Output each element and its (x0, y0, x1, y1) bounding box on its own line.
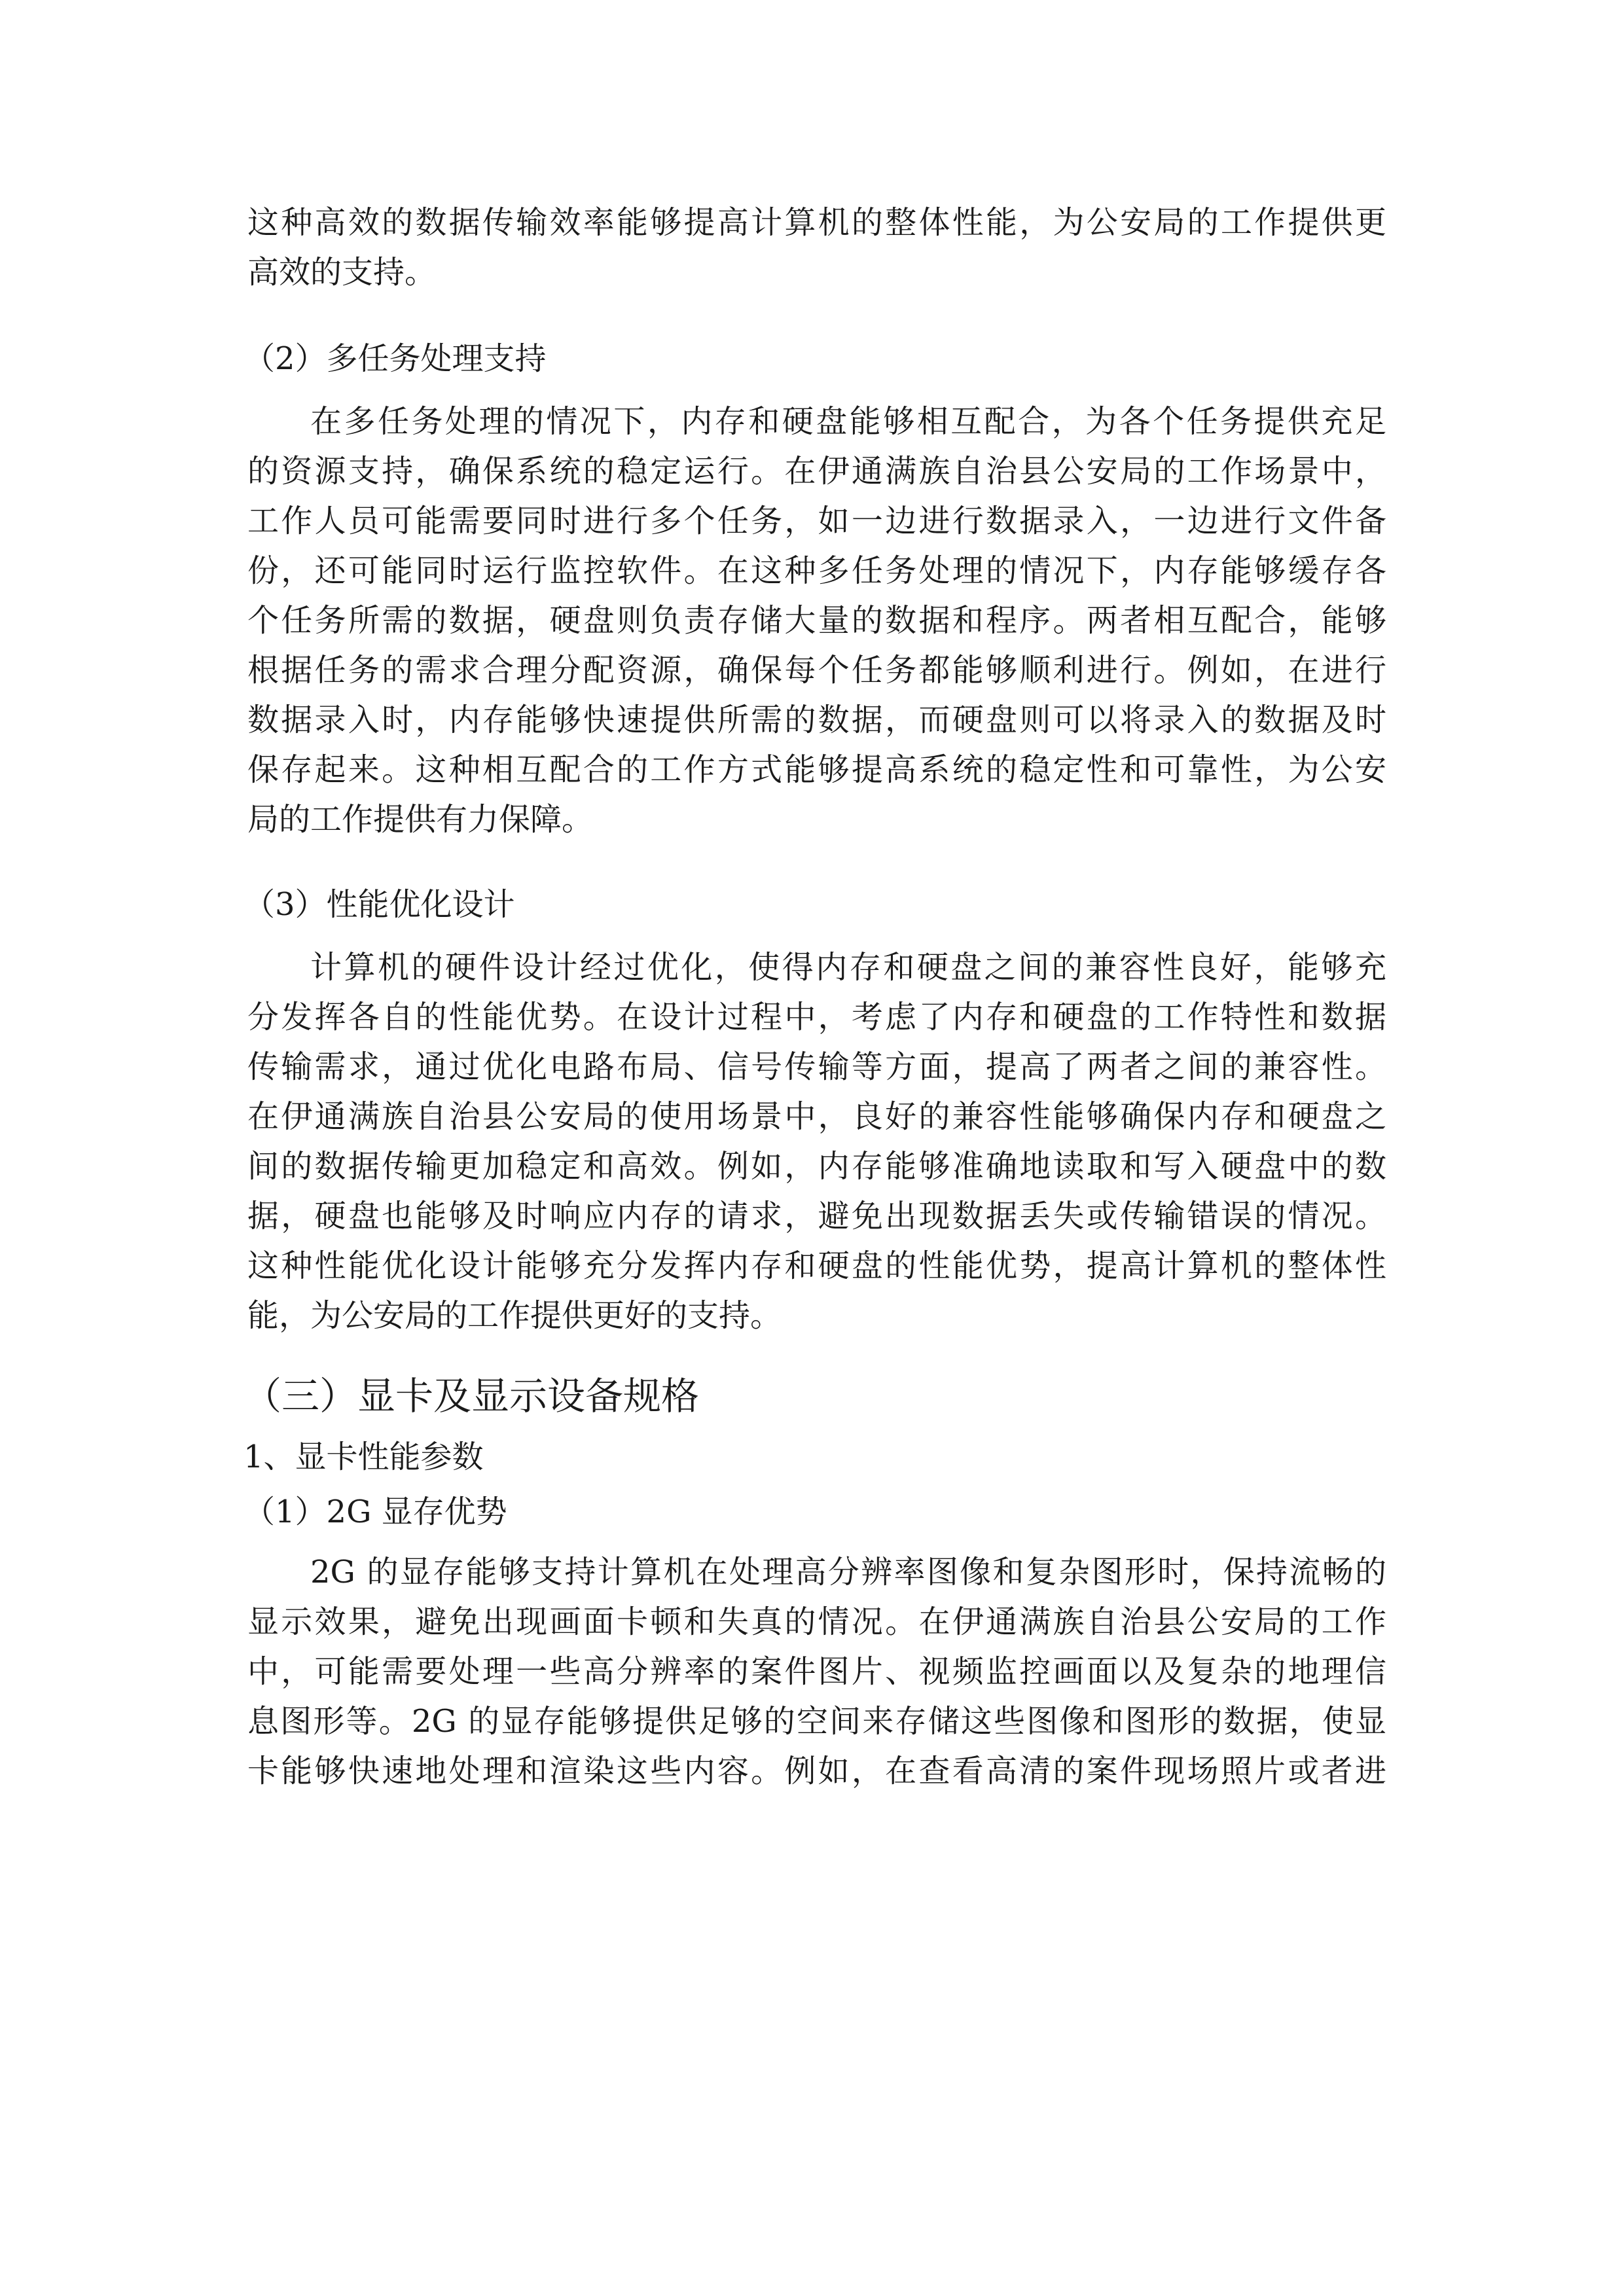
paragraph-line: 间的数据传输更加稳定和高效。例如，内存能够准确地读取和写入硬盘中的数 (247, 1148, 1386, 1185)
paragraph-line: 根据任务的需求合理分配资源，确保每个任务都能够顺利进行。例如，在进行 (247, 652, 1386, 689)
paragraph-line: 这种性能优化设计能够充分发挥内存和硬盘的性能优势，提高计算机的整体性 (247, 1247, 1386, 1284)
paragraph-line: 局的工作提供有力保障。 (247, 801, 594, 838)
subheading-gpu-params: 1、显卡性能参数 (244, 1439, 484, 1475)
paragraph-line: 据，硬盘也能够及时响应内存的请求，避免出现数据丢失或传输错误的情况。 (247, 1198, 1386, 1234)
paragraph-line: 的资源支持，确保系统的稳定运行。在伊通满族自治县公安局的工作场景中， (247, 453, 1386, 490)
section-heading: （三）显卡及显示设备规格 (244, 1374, 700, 1418)
paragraph-line: 计算机的硬件设计经过优化，使得内存和硬盘之间的兼容性良好，能够充 (310, 949, 1386, 986)
paragraph-line: 保存起来。这种相互配合的工作方式能够提高系统的稳定性和可靠性，为公安 (247, 751, 1386, 788)
paragraph-line: 息图形等。2G 的显存能够提供足够的空间来存储这些图像和图形的数据，使显 (247, 1703, 1386, 1740)
paragraph-line: 卡能够快速地处理和渲染这些内容。例如，在查看高清的案件现场照片或者进 (247, 1753, 1386, 1789)
paragraph-line: 数据录入时，内存能够快速提供所需的数据，而硬盘则可以将录入的数据及时 (247, 702, 1386, 738)
paragraph-line: 在多任务处理的情况下，内存和硬盘能够相互配合，为各个任务提供充足 (310, 403, 1386, 440)
paragraph-line: 份，还可能同时运行监控软件。在这种多任务处理的情况下，内存能够缓存各 (247, 552, 1386, 589)
paragraph-line: 中，可能需要处理一些高分辨率的案件图片、视频监控画面以及复杂的地理信 (247, 1653, 1386, 1690)
paragraph-line: 这种高效的数据传输效率能够提高计算机的整体性能，为公安局的工作提供更 (247, 204, 1386, 241)
paragraph-line: 个任务所需的数据，硬盘则负责存储大量的数据和程序。两者相互配合，能够 (247, 602, 1386, 639)
subheading-vram: （1）2G 显存优势 (244, 1494, 507, 1530)
subheading-perf-design: （3）性能优化设计 (244, 886, 515, 923)
paragraph-line: 能，为公安局的工作提供更好的支持。 (247, 1297, 782, 1334)
paragraph-line: 分发挥各自的性能优势。在设计过程中，考虑了内存和硬盘的工作特性和数据 (247, 999, 1386, 1035)
paragraph-line: 在伊通满族自治县公安局的使用场景中，良好的兼容性能够确保内存和硬盘之 (247, 1098, 1386, 1135)
paragraph-line: 工作人员可能需要同时进行多个任务，如一边进行数据录入，一边进行文件备 (247, 503, 1386, 539)
paragraph-line: 高效的支持。 (247, 254, 437, 291)
subheading-multitask: （2）多任务处理支持 (244, 340, 547, 377)
paragraph-line: 显示效果，避免出现画面卡顿和失真的情况。在伊通满族自治县公安局的工作 (247, 1604, 1386, 1640)
paragraph-line: 2G 的显存能够支持计算机在处理高分辨率图像和复杂图形时，保持流畅的 (310, 1554, 1386, 1590)
paragraph-line: 传输需求，通过优化电路布局、信号传输等方面，提高了两者之间的兼容性。 (247, 1049, 1386, 1085)
